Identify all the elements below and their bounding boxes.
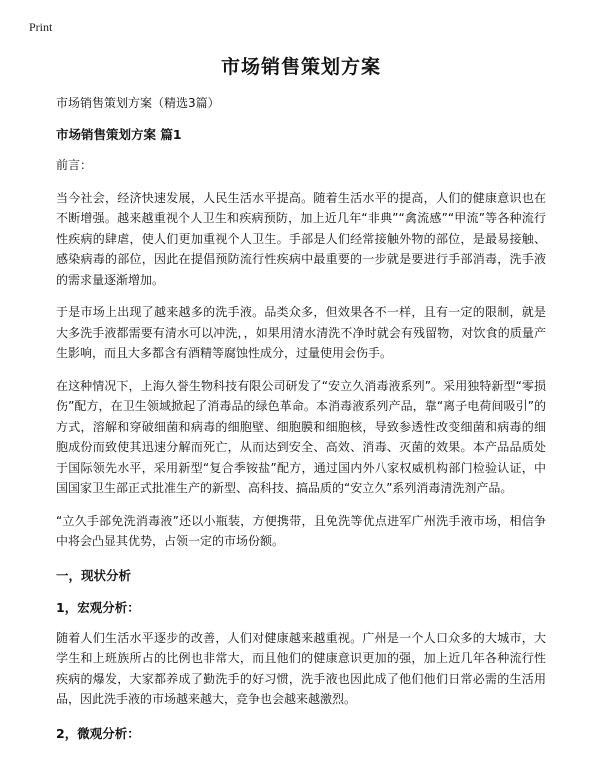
section-heading: 市场销售策划方案 篇1 [56,127,182,142]
page-title: 市场销售策划方案 [220,56,381,78]
paragraph: “立久手部免洗消毒液”还以小瓶装，方便携带，且免洗等优点进军广州洗手液市场，相信争中将会凸显其优势，占领一定的市场份额。 [56,513,546,548]
section-one-heading: 一，现状分析 [56,567,132,583]
paragraph: 于是市场上出现了越来越多的洗手液。品类众多，但效果各不一样，且有一定的限制，就是大多洗手液都需要有清水可以冲洗，，如果用清水清洗不净时就会有残留物，对饮食的质量产生影响，而且大多都含有酒精等腐蚀性成分，过量使用会伤手。 [56,305,546,360]
paragraph: 在这种情况下，上海久誉生物科技有限公司研发了“安立久消毒液系列”。采用独特新型“零损伤”配方，在卫生领域掀起了消毒品的绿色革命。本消毒液系列产品，靠“离子电荷间吸引”的方式，溶解和穿破细菌和病毒的细胞壁、细胞膜和细胞核，导致参透性改变细菌和病毒的细胞成份而致使其迅速分解而死亡，从而达到安全、高效、消毒、灭菌的效果。本产品品质处于国际领先水平，采用新型“复合季铵盐”配方，通过国内外八家权威机构部门检验认证，中国国家卫生部正式批准生产的新型、高科技、搞品质的“安立久”系列消毒清洗剂产品。 [56,378,546,495]
macro-analysis-heading: 1，宏观分析： [56,599,140,615]
micro-analysis-heading: 2，微观分析： [56,725,140,741]
paragraph: 当今社会，经济快速发展，人民生活水平提高。随着生活水平的提高，人们的健康意识也在不断增强。越来越重视个人卫生和疾病预防，加上近几年“非典”“禽流感”“甲流”等各种流行性疾病的肆虐，使人们更加重视个人卫生。手部是人们经常接触外物的部位，是最易接触、感染病毒的部位，因此在提倡预防流行性疾病中最重要的一步就是要进行手部消毒，洗手液的需求量逐渐增加。 [56,190,546,287]
print-link[interactable]: Print [29,20,53,34]
document-body [56,50,546,742]
paragraph: 随着人们生活水平逐步的改善，人们对健康越来越重视。广州是一个人口众多的大城市，大学生和上班族所占的比例也非常大，而且他们的健康意识更加的强，加上近几年各种流行性疾病的爆发，大家都养成了勤洗手的好习惯，洗手液也因此成了他们他们日常必需的生活用品，因此洗手液的市场越来越大，竞争也会越来越激烈。 [56,630,546,706]
preface-label: 前言： [56,158,93,172]
document-subtitle: 市场销售策划方案（精选3篇） [56,96,220,110]
